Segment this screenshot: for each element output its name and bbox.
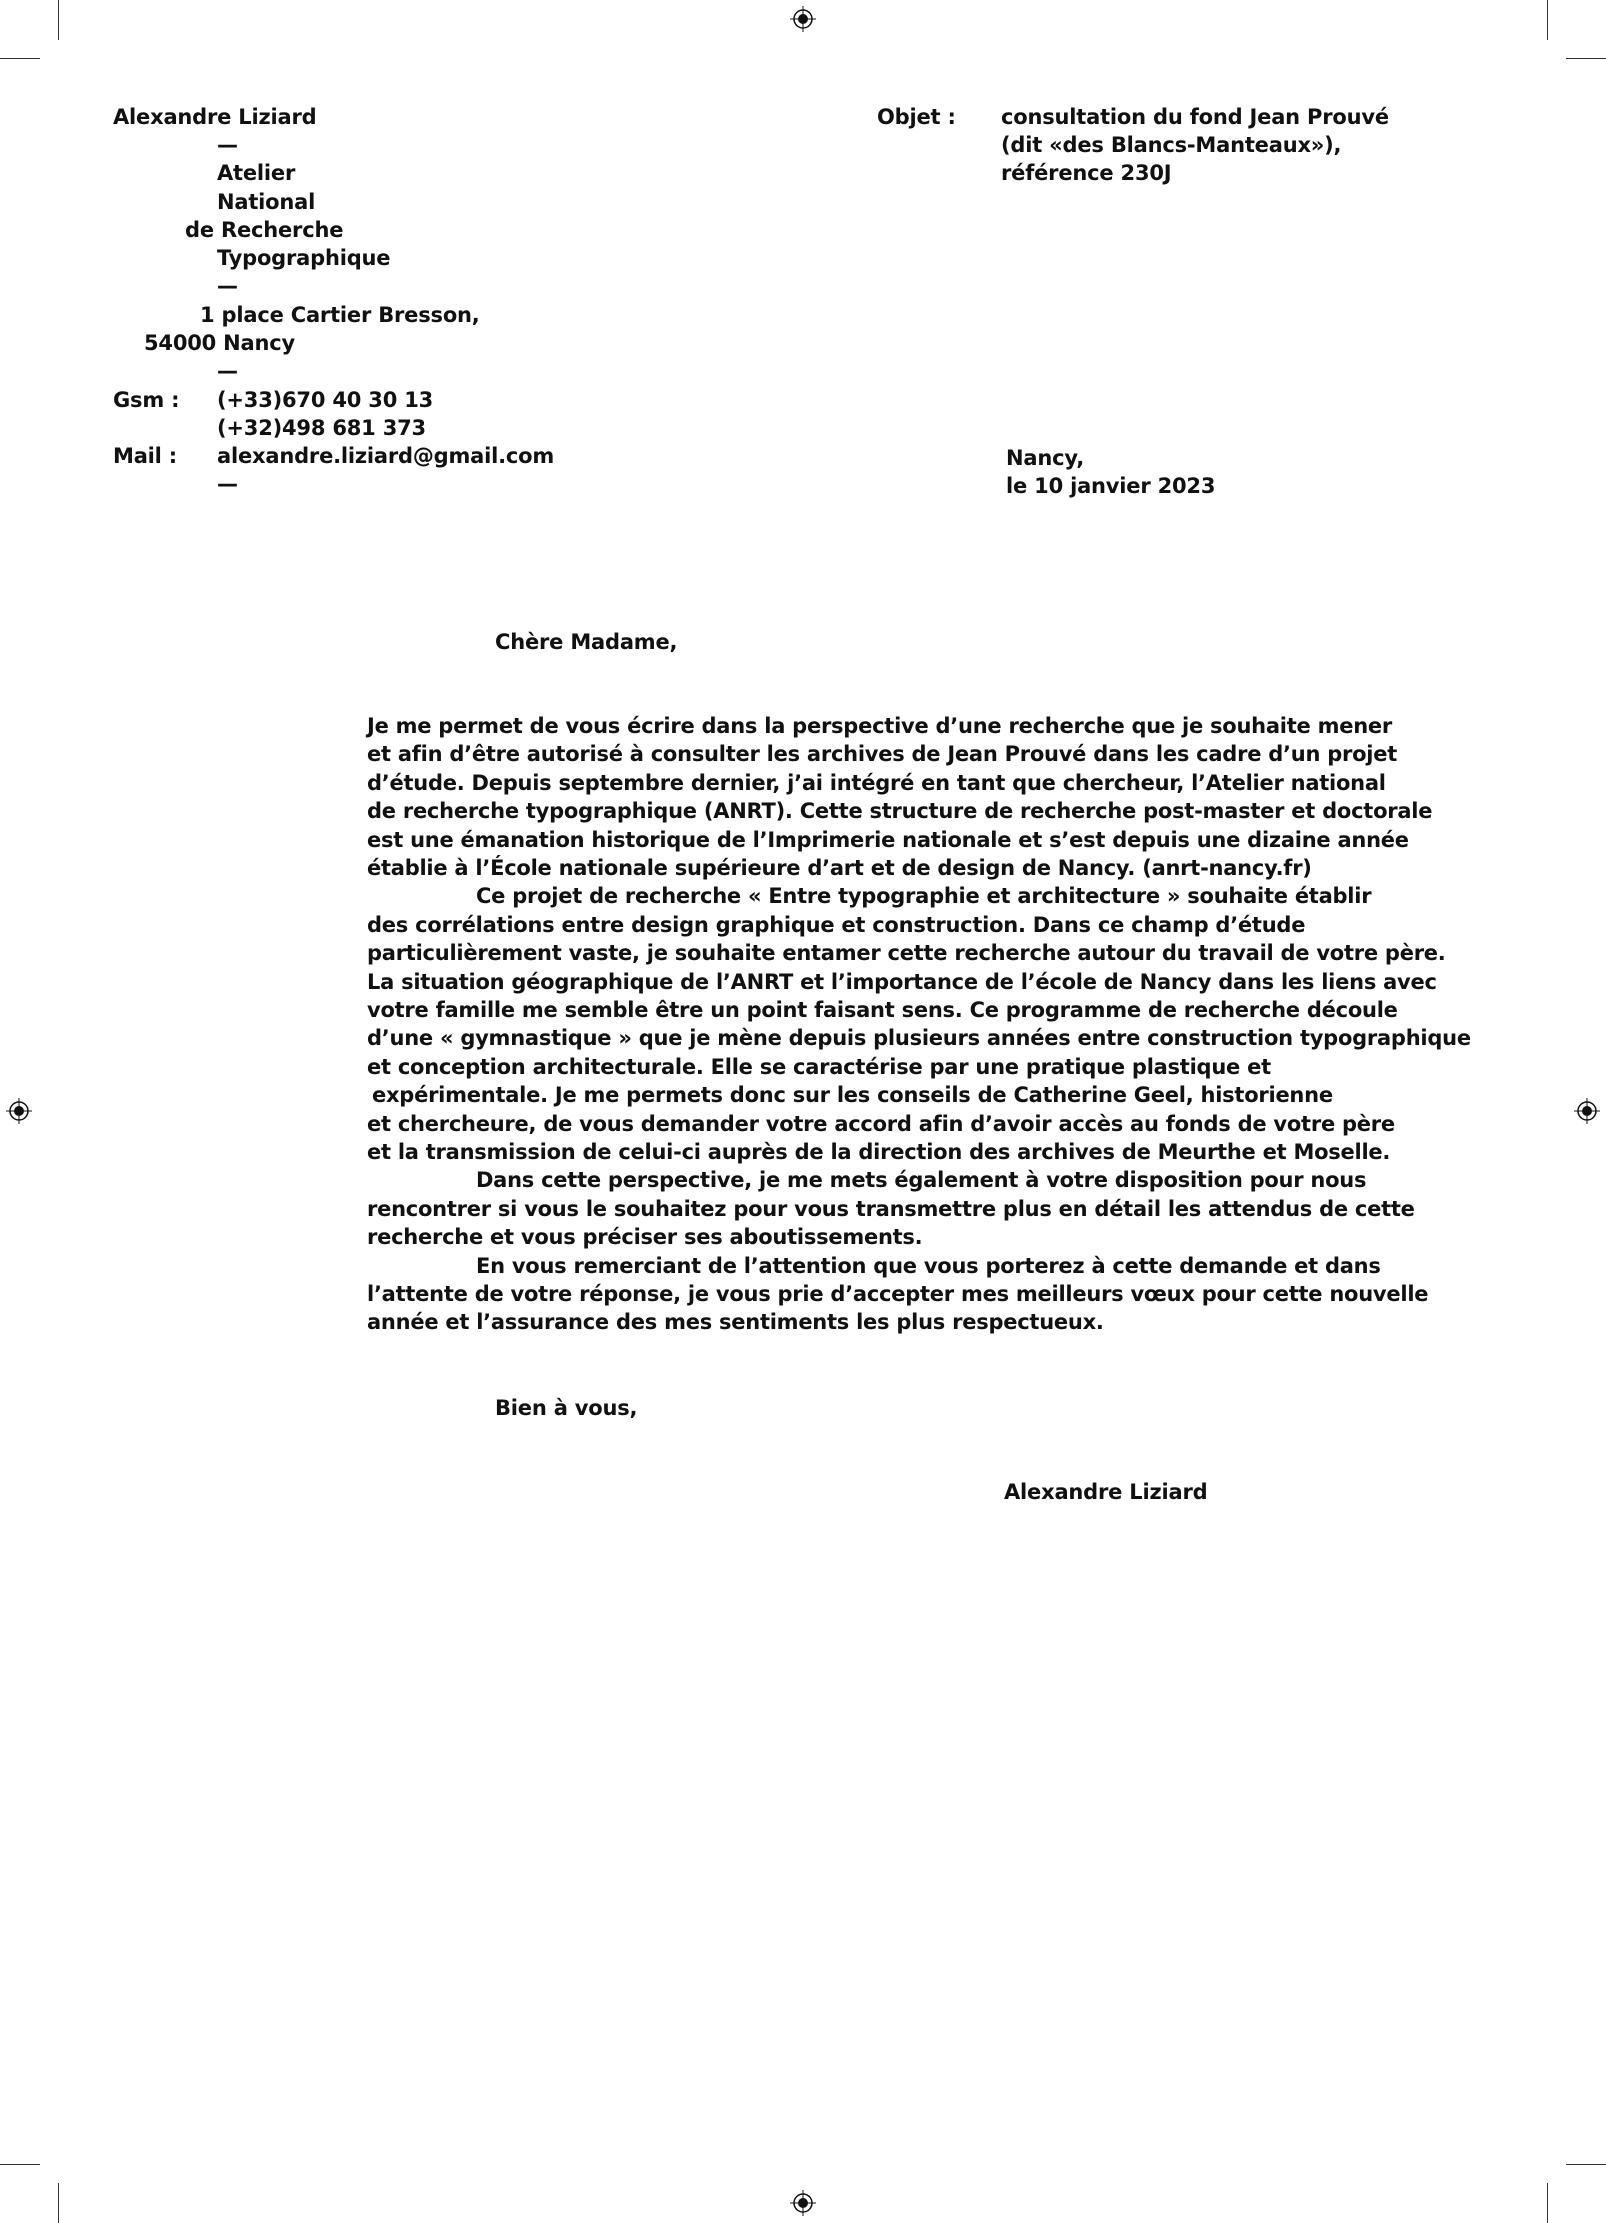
gsm-label: Gsm : (113, 388, 180, 412)
body-line: En vous remerciant de l’attention que vous porterez à cette demande et dans (476, 1254, 1381, 1278)
body-line: expérimentale. Je me permets donc sur les conseils de Catherine Geel, historienne (372, 1083, 1333, 1107)
date: le 10 janvier 2023 (1006, 474, 1216, 498)
body-line: Ce projet de recherche « Entre typographie et architecture » souhaite établir (476, 884, 1372, 908)
body-line: des corrélations entre design graphique et construction. Dans ce champ d’étude (367, 913, 1306, 937)
body-line: recherche et vous préciser ses aboutissements. (367, 1225, 923, 1249)
body-line: Je me permet de vous écrire dans la perspective d’une recherche que je souhaite mener (367, 714, 1393, 738)
body-line: de recherche typographique (ANRT). Cette structure de recherche post-master et doctorale (367, 799, 1433, 823)
registration-mark-right-icon (1574, 1098, 1600, 1124)
body-line: votre famille me semble être un point faisant sens. Ce programme de recherche découle (367, 998, 1398, 1022)
body-line: établie à l’École nationale supérieure d’art et de design de Nancy. (anrt-nancy.fr) (367, 856, 1312, 880)
closing: Bien à vous, (495, 1396, 638, 1420)
body-line: et afin d’être autorisé à consulter les archives de Jean Prouvé dans les cadre d’un projet (367, 742, 1398, 766)
separator-dash: — (217, 359, 238, 383)
crop-mark-top-left-horizontal (0, 58, 40, 59)
mail-label: Mail : (113, 444, 177, 468)
registration-mark-bottom-icon (790, 2190, 816, 2216)
body-line: année et l’assurance des mes sentiments les plus respectueux. (367, 1310, 1104, 1334)
org-line: de Recherche (185, 218, 344, 242)
crop-mark-top-right-horizontal (1566, 58, 1606, 59)
body-line: l’attente de votre réponse, je vous prie d’accepter mes meilleurs vœux pour cette nouvelle (367, 1282, 1429, 1306)
signature: Alexandre Liziard (1004, 1480, 1208, 1504)
body-line: et la transmission de celui-ci auprès de la direction des archives de Meurthe et Moselle. (367, 1140, 1391, 1164)
registration-mark-top-icon (790, 6, 816, 32)
address-line: 1 place Cartier Bresson, (200, 303, 480, 327)
gsm-number: (+33)670 40 30 13 (217, 388, 434, 412)
body-line: est une émanation historique de l’Imprimerie nationale et s’est depuis une dizaine année (367, 828, 1409, 852)
body-line: La situation géographique de l’ANRT et l’importance de l’école de Nancy dans les liens avec (367, 970, 1437, 994)
subject-label: Objet : (877, 105, 956, 129)
sender-name: Alexandre Liziard (113, 105, 317, 129)
crop-mark-bottom-right-vertical (1547, 2183, 1548, 2223)
subject-line: référence 230J (1001, 161, 1172, 185)
separator-dash: — (217, 472, 238, 496)
crop-mark-bottom-left-vertical (58, 2183, 59, 2223)
body-line: d’une « gymnastique » que je mène depuis plusieurs années entre construction typographique (367, 1026, 1471, 1050)
crop-mark-bottom-right-horizontal (1566, 2164, 1606, 2165)
body-line: particulièrement vaste, je souhaite entamer cette recherche autour du travail de votre père. (367, 941, 1446, 965)
gsm-number: (+32)498 681 373 (217, 416, 426, 440)
body-line: Dans cette perspective, je me mets également à votre disposition pour nous (476, 1168, 1367, 1192)
org-line: Atelier (217, 161, 296, 185)
body-line: et chercheure, de vous demander votre accord afin d’avoir accès au fonds de votre père (367, 1112, 1395, 1136)
address-line: 54000 Nancy (144, 331, 296, 355)
registration-mark-left-icon (6, 1098, 32, 1124)
org-line: Typographique (217, 246, 391, 270)
subject-line: consultation du fond Jean Prouvé (1001, 105, 1389, 129)
org-line: National (217, 190, 316, 214)
mail-address: alexandre.liziard@gmail.com (217, 444, 555, 468)
body-line: d’étude. Depuis septembre dernier, j’ai intégré en tant que chercheur, l’Atelier national (367, 771, 1386, 795)
crop-mark-bottom-left-horizontal (0, 2164, 40, 2165)
salutation: Chère Madame, (495, 630, 678, 654)
separator-dash: — (217, 274, 238, 298)
place: Nancy, (1006, 446, 1084, 470)
separator-dash: — (217, 133, 238, 157)
subject-line: (dit «des Blancs-Manteaux»), (1001, 133, 1342, 157)
body-line: rencontrer si vous le souhaitez pour vous transmettre plus en détail les attendus de cette (367, 1197, 1415, 1221)
crop-mark-top-right-vertical (1547, 0, 1548, 40)
body-line: et conception architecturale. Elle se caractérise par une pratique plastique et (367, 1055, 1271, 1079)
crop-mark-top-left-vertical (58, 0, 59, 40)
